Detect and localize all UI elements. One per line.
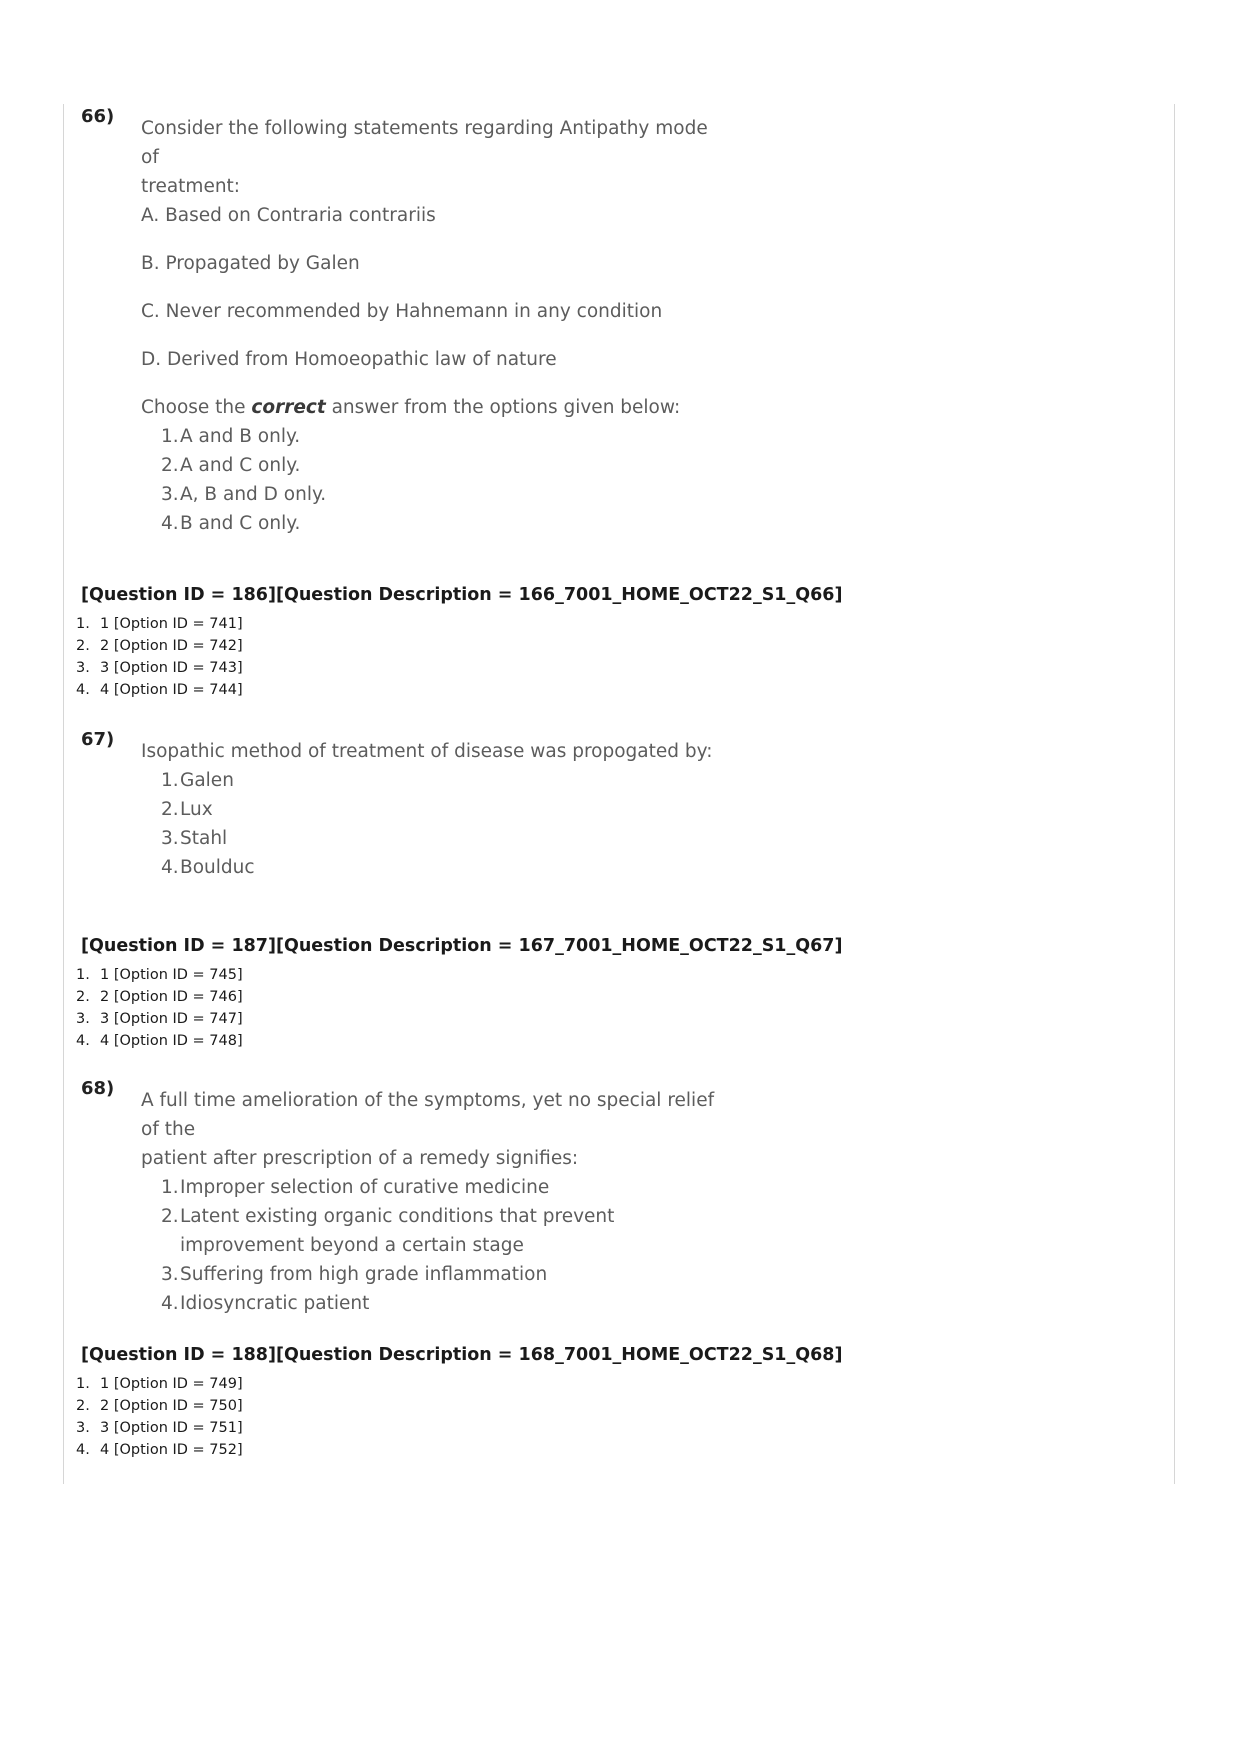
option-number: 1. bbox=[161, 770, 179, 791]
option-id-list bbox=[76, 1373, 243, 1461]
option-id-item bbox=[76, 964, 243, 986]
question-number: 68) bbox=[81, 1078, 115, 1099]
option-number: 2. bbox=[161, 1206, 179, 1227]
answer-options bbox=[141, 766, 721, 882]
answer-option bbox=[141, 853, 721, 882]
option-number: 1. bbox=[161, 426, 179, 447]
option-text: Lux bbox=[180, 799, 213, 820]
option-id-text: 3 [Option ID = 747] bbox=[100, 1011, 243, 1027]
option-id-number: 2. bbox=[76, 989, 90, 1005]
option-id-number: 4. bbox=[76, 682, 90, 698]
option-text: Latent existing organic conditions that prevent improvement beyond a certain stage bbox=[180, 1206, 615, 1256]
question-meta-title: [Question ID = 186][Question Description = 166_7001_HOME_OCT22_S1_Q66] bbox=[81, 585, 843, 605]
option-number: 3. bbox=[161, 1264, 179, 1285]
option-id-item bbox=[76, 613, 243, 635]
option-id-item bbox=[76, 1417, 243, 1439]
option-id-text: 1 [Option ID = 745] bbox=[100, 967, 243, 983]
option-text: Boulduc bbox=[180, 857, 255, 878]
question-stem-line: Consider the following statements regarding Antipathy mode of bbox=[141, 118, 708, 168]
option-id-text: 2 [Option ID = 742] bbox=[100, 638, 243, 654]
option-id-item bbox=[76, 986, 243, 1008]
option-id-item bbox=[76, 1030, 243, 1052]
option-text: A and C only. bbox=[180, 455, 301, 476]
option-id-number: 1. bbox=[76, 616, 90, 632]
statement: B. Propagated by Galen bbox=[141, 253, 360, 274]
option-id-number: 3. bbox=[76, 1420, 90, 1436]
answer-option bbox=[141, 766, 721, 795]
answer-option bbox=[141, 1173, 721, 1202]
option-number: 4. bbox=[161, 1293, 179, 1314]
option-id-text: 3 [Option ID = 751] bbox=[100, 1420, 243, 1436]
option-id-text: 2 [Option ID = 746] bbox=[100, 989, 243, 1005]
option-id-text: 2 [Option ID = 750] bbox=[100, 1398, 243, 1414]
answer-option bbox=[141, 1202, 721, 1260]
answer-options bbox=[141, 422, 721, 538]
instruction-pre: Choose the bbox=[141, 397, 252, 418]
option-number: 4. bbox=[161, 513, 179, 534]
question-meta-title: [Question ID = 188][Question Description = 168_7001_HOME_OCT22_S1_Q68] bbox=[81, 1345, 843, 1365]
instruction-emphasis: correct bbox=[251, 397, 326, 418]
answer-option bbox=[141, 480, 721, 509]
question-text bbox=[141, 737, 721, 882]
option-number: 2. bbox=[161, 455, 179, 476]
answer-option bbox=[141, 509, 721, 538]
option-id-number: 4. bbox=[76, 1033, 90, 1049]
option-number: 3. bbox=[161, 828, 179, 849]
question-stem-line: treatment: bbox=[141, 176, 241, 197]
answer-option bbox=[141, 451, 721, 480]
option-id-number: 2. bbox=[76, 1398, 90, 1414]
question-meta-title: [Question ID = 187][Question Description = 167_7001_HOME_OCT22_S1_Q67] bbox=[81, 936, 843, 956]
instruction bbox=[141, 393, 721, 422]
question-stem-line: patient after prescription of a remedy signifies: bbox=[141, 1148, 579, 1169]
option-id-text: 3 [Option ID = 743] bbox=[100, 660, 243, 676]
answer-option bbox=[141, 422, 721, 451]
option-number: 4. bbox=[161, 857, 179, 878]
option-text: B and C only. bbox=[180, 513, 301, 534]
option-id-list bbox=[76, 613, 243, 701]
option-number: 1. bbox=[161, 1177, 179, 1198]
question-number: 66) bbox=[81, 106, 115, 127]
option-number: 3. bbox=[161, 484, 179, 505]
option-text: Idiosyncratic patient bbox=[180, 1293, 370, 1314]
option-id-item bbox=[76, 1008, 243, 1030]
option-id-text: 4 [Option ID = 752] bbox=[100, 1442, 243, 1458]
answer-option bbox=[141, 1289, 721, 1318]
option-id-item bbox=[76, 1439, 243, 1461]
option-id-number: 3. bbox=[76, 1011, 90, 1027]
option-id-text: 4 [Option ID = 748] bbox=[100, 1033, 243, 1049]
answer-option bbox=[141, 824, 721, 853]
option-text: A and B only. bbox=[180, 426, 301, 447]
option-id-item bbox=[76, 635, 243, 657]
option-id-text: 1 [Option ID = 749] bbox=[100, 1376, 243, 1392]
question-number: 67) bbox=[81, 729, 115, 750]
option-text: Galen bbox=[180, 770, 234, 791]
option-text: Stahl bbox=[180, 828, 228, 849]
answer-options bbox=[141, 1173, 721, 1318]
option-id-item bbox=[76, 679, 243, 701]
question-text bbox=[141, 114, 721, 538]
question-stem-line: Isopathic method of treatment of disease was propogated by: bbox=[141, 741, 713, 762]
question-text bbox=[141, 1086, 721, 1318]
option-id-number: 1. bbox=[76, 967, 90, 983]
option-id-number: 1. bbox=[76, 1376, 90, 1392]
option-number: 2. bbox=[161, 799, 179, 820]
question-stem-line: A full time amelioration of the symptoms, yet no special relief of the bbox=[141, 1090, 715, 1140]
option-id-list bbox=[76, 964, 243, 1052]
option-text: Improper selection of curative medicine bbox=[180, 1177, 550, 1198]
option-id-number: 2. bbox=[76, 638, 90, 654]
option-id-item bbox=[76, 657, 243, 679]
option-id-number: 3. bbox=[76, 660, 90, 676]
option-id-item bbox=[76, 1395, 243, 1417]
instruction-post: answer from the options given below: bbox=[325, 397, 681, 418]
option-id-text: 1 [Option ID = 741] bbox=[100, 616, 243, 632]
option-text: A, B and D only. bbox=[180, 484, 327, 505]
statement: D. Derived from Homoeopathic law of nature bbox=[141, 349, 557, 370]
answer-option bbox=[141, 1260, 721, 1289]
option-id-text: 4 [Option ID = 744] bbox=[100, 682, 243, 698]
statement: A. Based on Contraria contrariis bbox=[141, 205, 436, 226]
option-id-number: 4. bbox=[76, 1442, 90, 1458]
option-text: Suffering from high grade inflammation bbox=[180, 1264, 548, 1285]
statement: C. Never recommended by Hahnemann in any condition bbox=[141, 301, 663, 322]
answer-option bbox=[141, 795, 721, 824]
option-id-item bbox=[76, 1373, 243, 1395]
